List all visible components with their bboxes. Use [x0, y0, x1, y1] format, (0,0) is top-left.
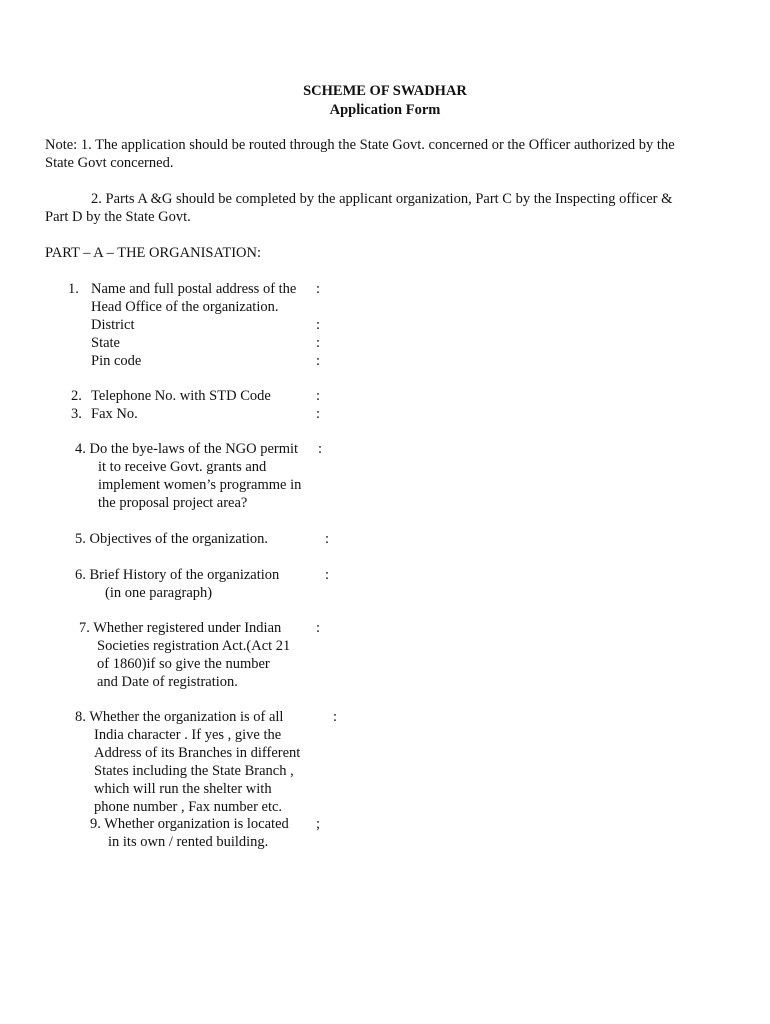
item-9-semicolon: ;: [316, 816, 321, 832]
item-1-label: Name and full postal address of the Head Office of the organization. District State Pin code: [91, 281, 297, 369]
item-6-continuation: (in one paragraph): [105, 585, 213, 601]
item-8-colon: :: [333, 709, 338, 725]
item-1-number: 1.: [68, 281, 79, 297]
note-1-line-1: Note: 1. The application should be routed through the State Govt. concerned or the Officer authorized by the: [45, 137, 675, 153]
item-5-colon: :: [325, 531, 330, 547]
note-1-line-2: State Govt concerned.: [45, 155, 174, 171]
item-7-continuation: Societies registration Act.(Act 21 of 1860)if so give the number and Date of registration.: [97, 638, 291, 690]
item-1-colon: :: [316, 281, 321, 297]
item-9-continuation: in its own / rented building.: [108, 834, 269, 850]
item-3-colon: :: [316, 406, 321, 422]
item-8-label: 8. Whether the organization is of all: [75, 709, 284, 725]
part-a-heading: PART – A – THE ORGANISATION:: [45, 245, 261, 261]
note-2-line-1: 2. Parts A &G should be completed by the applicant organization, Part C by the Inspecting officer &: [91, 191, 673, 207]
item-4-colon: :: [318, 441, 323, 457]
page-title: SCHEME OF SWADHAR: [303, 83, 467, 99]
item-7-label: 7. Whether registered under Indian: [79, 620, 282, 636]
pin-code-colon: :: [316, 353, 321, 369]
item-2-number: 2.: [71, 388, 82, 404]
state-colon: :: [316, 335, 321, 351]
district-colon: :: [316, 317, 321, 333]
item-5-label: 5. Objectives of the organization.: [75, 531, 269, 547]
item-4-label: 4. Do the bye-laws of the NGO permit: [75, 441, 299, 457]
item-2-label: Telephone No. with STD Code: [91, 388, 271, 404]
item-3-label: Fax No.: [91, 406, 138, 422]
item-7-colon: :: [316, 620, 321, 636]
item-6-colon: :: [325, 567, 330, 583]
item-3-number: 3.: [71, 406, 82, 422]
note-2-line-2: Part D by the State Govt.: [45, 209, 191, 225]
item-9-label: 9. Whether organization is located: [90, 816, 289, 832]
item-4-continuation: it to receive Govt. grants and implement women’s programme in the proposal project area?: [98, 459, 302, 511]
page-subtitle: Application Form: [329, 102, 441, 118]
item-6-label: 6. Brief History of the organization: [75, 567, 280, 583]
item-2-colon: :: [316, 388, 321, 404]
item-8-continuation: India character . If yes , give the Address of its Branches in different States including the State Branch , which will run the shelter with phone number , Fax number etc.: [94, 727, 301, 815]
